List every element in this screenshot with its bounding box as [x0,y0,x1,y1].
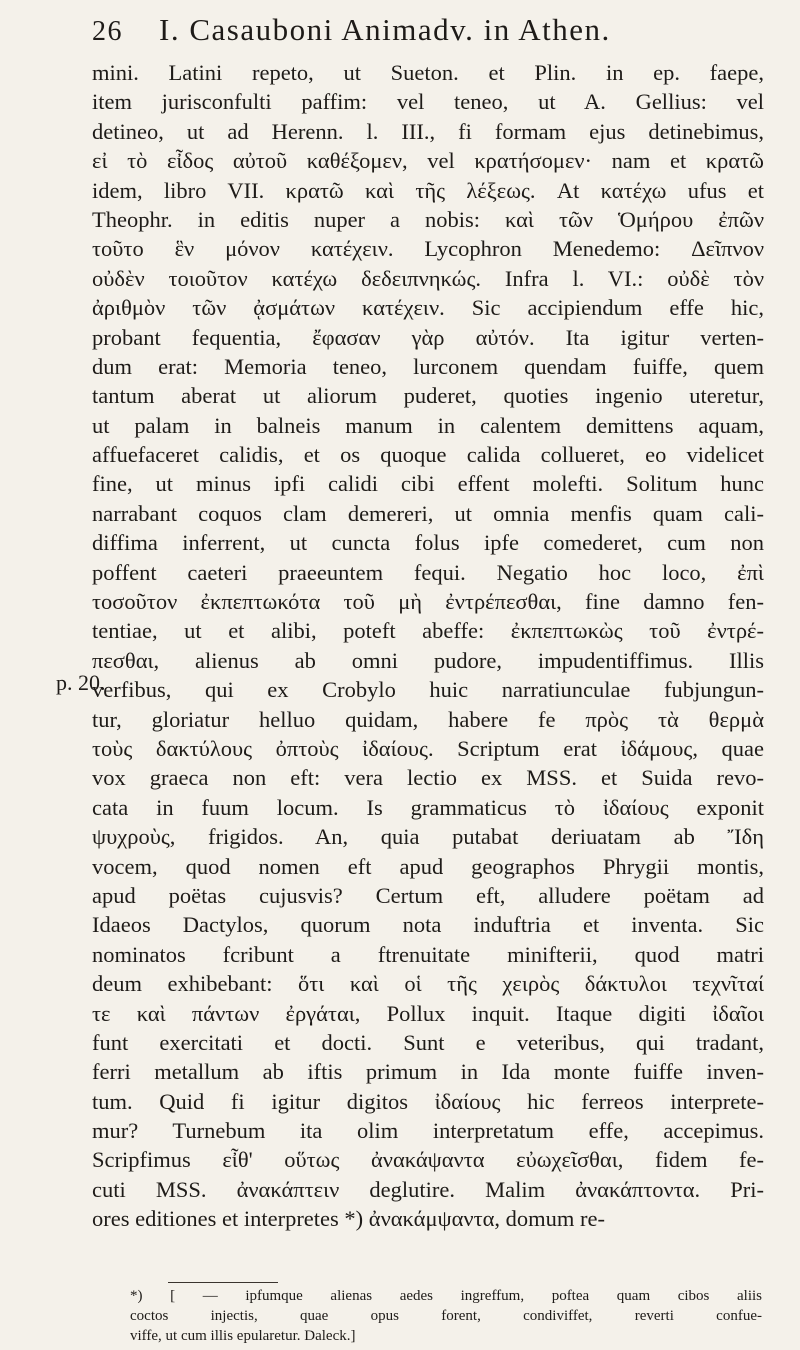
body-line: εἰ τὸ εἶδος αὐτοῦ καθέξομεν, vel κρατήσομεν· nam et κρατῶ [92,148,764,174]
body-line: poffent caeteri praeeuntem fequi. Negatio hoc loco, ἐπὶ [92,559,764,585]
body-line: narrabant coquos clam demereri, ut omnia menfis quam cali- [92,500,764,526]
body-line: tum. Quid fi igitur digitos ἰδαίους hic ferreos interprete- [92,1088,764,1114]
body-line: affuefaceret calidis, et os quoque calida collueret, eo videlicet [92,442,764,468]
body-line: dum erat: Memoria teneo, lurconem quendam fuiffe, quem [92,353,764,379]
body-line: τε καὶ πάντων ἐργάται, Pollux inquit. Itaque digiti ἰδαῖοι [92,1000,764,1026]
body-line: ores editiones et interpretes *) ἀνακάμψαντα, domum re- [92,1206,605,1232]
body-line: tantum aberat ut aliorum puderet, quoties ingenio uteretur, [92,383,764,409]
body-line: idem, libro VII. κρατῶ καὶ τῆς λέξεως. At κατέχω ufus et [92,177,764,203]
running-header [92,12,732,56]
body-line: diffima inferrent, ut cuncta folus ipfe comederet, cum non [92,530,764,556]
body-line: probant fequentia, ἔφασαν γὰρ αὐτόν. Ita igitur verten- [92,324,764,350]
body-line: πεσθαι, alienus ab omni pudore, impudentiffimus. Illis [92,647,764,673]
body-line: verfibus, qui ex Crobylo huic narratiunculae fubjungun- [92,677,764,703]
footnote-line: *) [ — ipfumque alienas aedes ingreffum, poftea quam cibos aliis [130,1288,762,1304]
body-line: ψυχροὺς, frigidos. An, quia putabat deriuatam ab Ἴδη [92,824,764,850]
body-line: cata in fuum locum. Is grammaticus τὸ ἰδαίους exponit [92,794,764,820]
body-line: ἀριθμὸν τῶν ᾀσμάτων κατέχειν. Sic accipiendum effe hic, [92,295,764,321]
body-line: item jurisconfulti paffim: vel teneo, ut A. Gellius: vel [92,89,764,115]
margin-page-reference: p. 20. [56,670,106,695]
body-line: ferri metallum ab iftis primum in Ida monte fuiffe inven- [92,1059,764,1085]
body-text [92,58,764,1234]
body-line: apud poëtas cujusvis? Certum eft, alludere poëtam ad [92,882,764,908]
footnote-line: coctos injectis, quae opus forent, condiviffet, reverti confue- [130,1308,762,1324]
body-line: tur, gloriatur helluo quidam, habere fe πρὸς τὰ θερμὰ [92,706,764,732]
body-line: ut palam in balneis manum in calentem demittens aquam, [92,412,764,438]
body-line: deum exhibebant: ὅτι καὶ οἱ τῆς χειρὸς δάκτυλοι τεχνῖταί [92,971,764,997]
body-line: Scripfimus εἶθ' οὕτως ἀνακάψαντα εὐωχεῖσθαι, fidem fe- [92,1147,764,1173]
footnote-rule [168,1282,278,1283]
running-title: I. Casauboni Animadv. in Athen. [159,12,611,47]
body-line: τοσοῦτον ἐκπεπτωκότα τοῦ μὴ ἐντρέπεσθαι, fine damno fen- [92,589,764,615]
body-line: detineo, ut ad Herenn. l. III., fi formam ejus detinebimus, [92,118,764,144]
body-line: cuti MSS. ἀνακάπτειν deglutire. Malim ἀνακάπτοντα. Pri- [92,1176,764,1202]
body-line: vox graeca non eft: vera lectio ex MSS. et Suida revo- [92,765,764,791]
body-line: τοὺς δακτύλους ὀπτοὺς ἰδαίους. Scriptum erat ἰδάμους, quae [92,735,764,761]
page-number: 26 [92,16,123,47]
body-line: tentiae, ut et alibi, poteft abeffe: ἐκπεπτωκὼς τοῦ ἐντρέ- [92,618,764,644]
body-line: Idaeos Dactylos, quorum nota induftria et inventa. Sic [92,912,764,938]
body-line: Theophr. in editis nuper a nobis: καὶ τῶν Ὁμήρου ἐπῶν [92,206,764,232]
body-line: fine, ut minus ipfi calidi cibi effent molefti. Solitum hunc [92,471,764,497]
footnote [130,1286,762,1346]
body-line: mur? Turnebum ita olim interpretatum effe, accepimus. [92,1118,764,1144]
body-line: nominatos fcribunt a ftrenuitate minifterii, quod matri [92,941,764,967]
body-line: mini. Latini repeto, ut Sueton. et Plin. in ep. faepe, [92,60,764,85]
body-line: vocem, quod nomen eft apud geographos Phrygii montis, [92,853,764,879]
body-line: τοῦτο ἓν μόνον κατέχειν. Lycophron Menedemo: Δεῖπνον [92,236,764,262]
body-line: οὐδὲν τοιοῦτον κατέχω δεδειπνηκώς. Infra l. VI.: οὐδὲ τὸν [92,265,764,291]
body-line: funt exercitati et docti. Sunt e veteribus, qui tradant, [92,1029,764,1055]
footnote-line: viffe, ut cum illis epularetur. Daleck.] [130,1328,356,1344]
